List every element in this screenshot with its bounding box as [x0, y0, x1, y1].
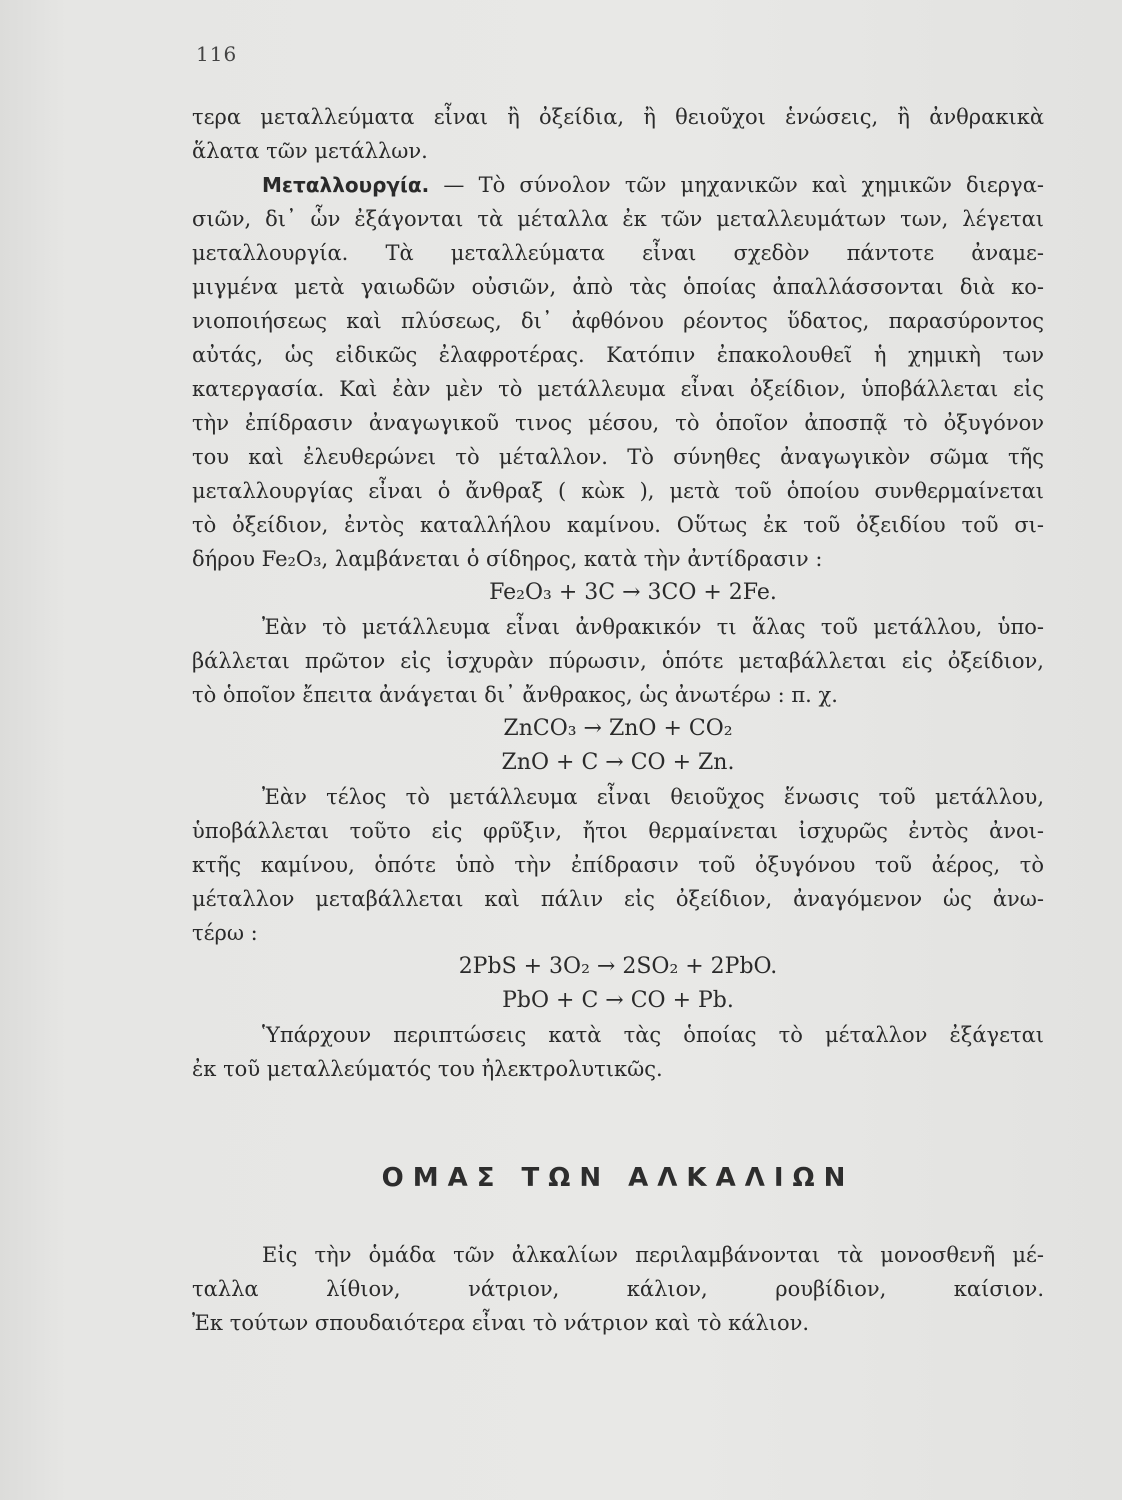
- text-line: Εἰς τὴν ὁμάδα τῶν ἀλκαλίων περιλαμβάνονται τὰ μονοσθενῆ μέ-: [262, 1243, 1044, 1267]
- text-line: δήρου Fe₂O₃, λαμβάνεται ὁ σίδηρος, κατὰ τὴν ἀντίδρασιν :: [192, 547, 823, 571]
- text-line: ταλλα λίθιον, νάτριον, κάλιον, ρουβίδιον, καίσιον.: [192, 1277, 1044, 1301]
- text-line: τὴν ἐπίδρασιν ἀναγωγικοῦ τινος μέσου, τὸ ὁποῖον ἀποσπᾷ τὸ ὀξυγόνον: [192, 411, 1044, 435]
- page-number: 116: [196, 42, 238, 66]
- text-line: ἐκ τοῦ μεταλλεύματός του ἠλεκτρολυτικῶς.: [192, 1057, 663, 1081]
- text-line: μιγμένα μετὰ γαιωδῶν οὐσιῶν, ἀπὸ τὰς ὁποίας ἀπαλλάσσονται διὰ κο-: [192, 275, 1044, 299]
- text-line: κατεργασία. Καὶ ἐὰν μὲν τὸ μετάλλευμα εἶναι ὀξείδιον, ὑποβάλλεται εἰς: [192, 377, 1044, 401]
- text-line: του καὶ ἐλευθερώνει τὸ μέταλλον. Τὸ σύνηθες ἀναγωγικὸν σῶμα τῆς: [192, 445, 1044, 469]
- text-line: κτῆς καμίνου, ὁπότε ὑπὸ τὴν ἐπίδρασιν τοῦ ὀξυγόνου τοῦ ἀέρος, τὸ: [192, 853, 1044, 877]
- text-line: [192, 168, 1044, 202]
- equation: ZnO + C → CO + Zn.: [501, 750, 735, 775]
- text-fragment: — Τὸ σύνολον τῶν μηχανικῶν καὶ χημικῶν διεργα-: [443, 173, 1044, 197]
- body-text: [192, 100, 1044, 1086]
- text-line: Ἐὰν τὸ μετάλλευμα εἶναι ἀνθρακικόν τι ἅλας τοῦ μετάλλου, ὑπο-: [262, 615, 1044, 639]
- text-line: σιῶν, δι᾿ ὧν ἐξάγονται τὰ μέταλλα ἐκ τῶν μεταλλευμάτων των, λέγεται: [192, 207, 1044, 231]
- text-line: τέρω :: [192, 921, 258, 945]
- text-line: ὑποβάλλεται τοῦτο εἰς φρῦξιν, ἤτοι θερμαίνεται ἰσχυρῶς ἐντὸς ἀνοι-: [192, 819, 1044, 843]
- text-line: νιοποιήσεως καὶ πλύσεως, δι᾿ ἀφθόνου ρέοντος ὕδατος, παρασύροντος: [192, 309, 1044, 333]
- text-line: τὸ ὁποῖον ἔπειτα ἀνάγεται δι᾿ ἄνθρακος, ὡς ἀνωτέρω : π. χ.: [192, 683, 838, 707]
- text-line: Ἐκ τούτων σπουδαιότερα εἶναι τὸ νάτριον καὶ τὸ κάλιον.: [192, 1311, 810, 1335]
- text-line: μέταλλον μεταβάλλεται καὶ πάλιν εἰς ὀξείδιον, ἀναγόμενον ὡς ἀνω-: [192, 887, 1044, 911]
- text-line: βάλλεται πρῶτον εἰς ἰσχυρὰν πύρωσιν, ὁπότε μεταβάλλεται εἰς ὀξείδιον,: [192, 649, 1044, 673]
- text-line: Ὑπάρχουν περιπτώσεις κατὰ τὰς ὁποίας τὸ μέταλλον ἐξάγεται: [262, 1023, 1044, 1047]
- text-line: τερα μεταλλεύματα εἶναι ἢ ὀξείδια, ἢ θειοῦχοι ἑνώσεις, ἢ ἀνθρακικὰ: [192, 105, 1044, 129]
- text-line: Ἐὰν τέλος τὸ μετάλλευμα εἶναι θειοῦχος ἕνωσις τοῦ μετάλλου,: [262, 785, 1044, 809]
- section-intro: [192, 1238, 1044, 1340]
- term-metallurgy: Μεταλλουργία.: [262, 173, 430, 197]
- text-line: αὐτάς, ὡς εἰδικῶς ἐλαφροτέρας. Κατόπιν ἐπακολουθεῖ ἡ χημικὴ των: [192, 343, 1044, 367]
- text-line: μεταλλουργίας εἶναι ὁ ἄνθραξ ( κὼκ ), μετὰ τοῦ ὁποίου συνθερμαίνεται: [192, 479, 1044, 503]
- section-heading: ΟΜΑΣ ΤΩΝ ΑΛΚΑΛΙΩΝ: [381, 1163, 855, 1193]
- equation: 2PbS + 3O₂ → 2SO₂ + 2PbO.: [458, 954, 778, 979]
- equation: PbO + C → CO + Pb.: [502, 988, 734, 1013]
- text-line: τὸ ὀξείδιον, ἐντὸς καταλλήλου καμίνου. Οὕτως ἐκ τοῦ ὀξειδίου τοῦ σι-: [192, 513, 1044, 537]
- equation: ZnCO₃ → ZnO + CO₂: [503, 716, 733, 741]
- equation: Fe₂O₃ + 3C → 3CO + 2Fe.: [489, 580, 777, 605]
- text-line: ἅλατα τῶν μετάλλων.: [192, 139, 428, 163]
- text-line: μεταλλουργία. Τὰ μεταλλεύματα εἶναι σχεδὸν πάντοτε ἀναμε-: [192, 241, 1044, 265]
